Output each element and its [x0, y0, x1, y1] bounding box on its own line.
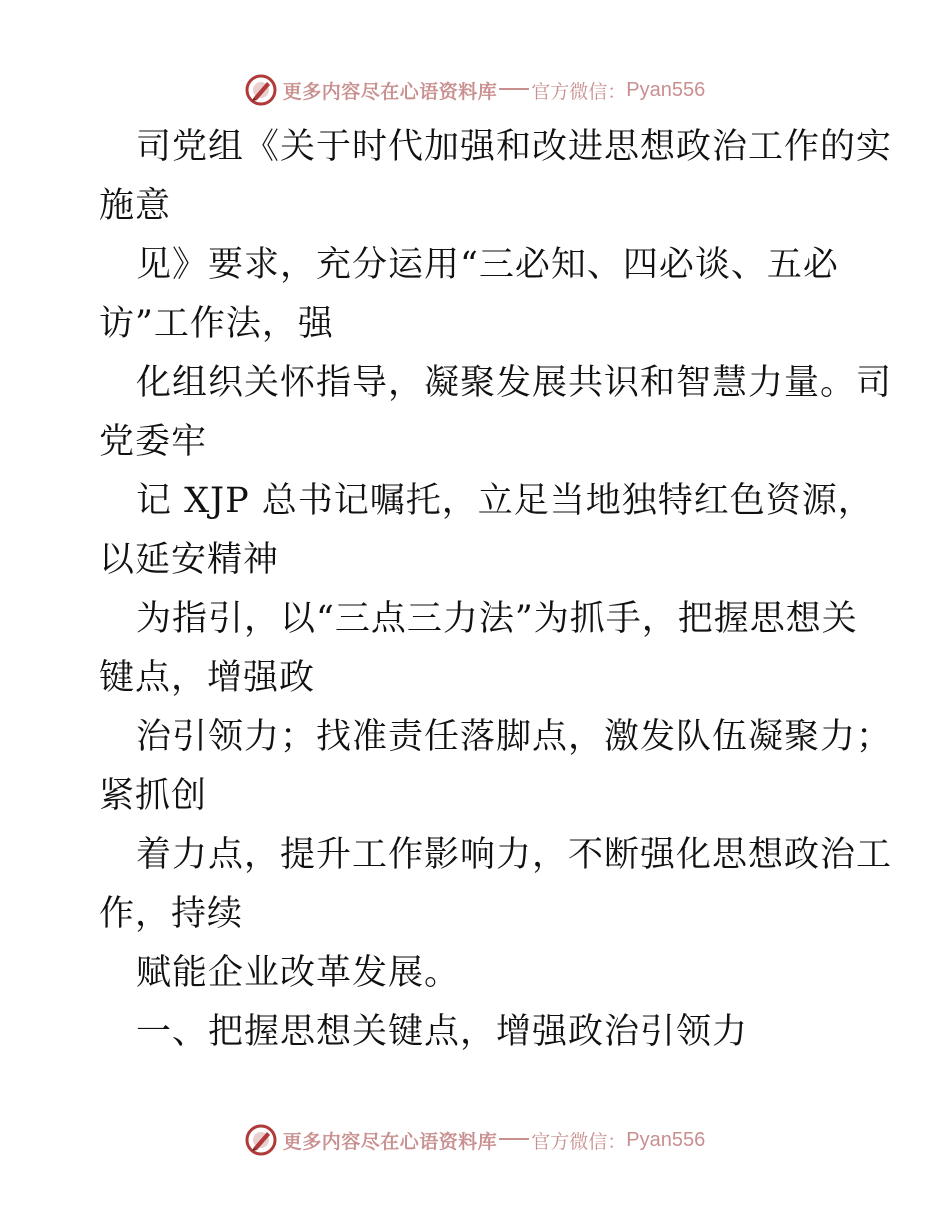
body-line: 记 XJP 总书记嘱托，立足当地独特红色资源， [136, 481, 874, 521]
body-line: 作，持续 [99, 894, 244, 934]
body-line: 党委牢 [99, 422, 208, 462]
footer-banner [0, 1120, 950, 1160]
body-line: 为指引，以“三点三力法”为抓手，把握思想关 [136, 599, 858, 639]
banner-wechat-label: 官方微信： [531, 1130, 627, 1153]
body-line: 治引领力；找准责任落脚点，激发队伍凝聚力； [136, 717, 893, 757]
banner-account: Pyan556 [626, 1128, 706, 1151]
body-line: 紧抓创 [99, 776, 208, 816]
pen-logo-icon [245, 1124, 277, 1156]
body-line: 访”工作法，强 [99, 304, 334, 344]
body-line: 键点，增强政 [99, 658, 316, 698]
banner-account: Pyan556 [626, 78, 706, 101]
body-line: 化组织关怀指导，凝聚发展共识和智慧力量。司 [136, 363, 893, 403]
body-line: 赋能企业改革发展。 [136, 953, 461, 993]
body-line: 见》要求，充分运用“三必知、四必谈、五必 [136, 245, 839, 285]
body-line: 施意 [99, 186, 172, 226]
body-line: 以延安精神 [99, 540, 280, 580]
banner-separator [499, 1138, 529, 1140]
body-line: 司党组《关于时代加强和改进思想政治工作的实 [136, 127, 893, 167]
banner-wechat-label: 官方微信： [531, 80, 627, 103]
banner-label: 更多内容尽在心语资料库 [282, 80, 498, 103]
banner-label: 更多内容尽在心语资料库 [282, 1130, 498, 1153]
body-line: 着力点，提升工作影响力，不断强化思想政治工 [136, 835, 893, 875]
section-heading: 一、把握思想关键点，增强政治引领力 [136, 1012, 749, 1052]
